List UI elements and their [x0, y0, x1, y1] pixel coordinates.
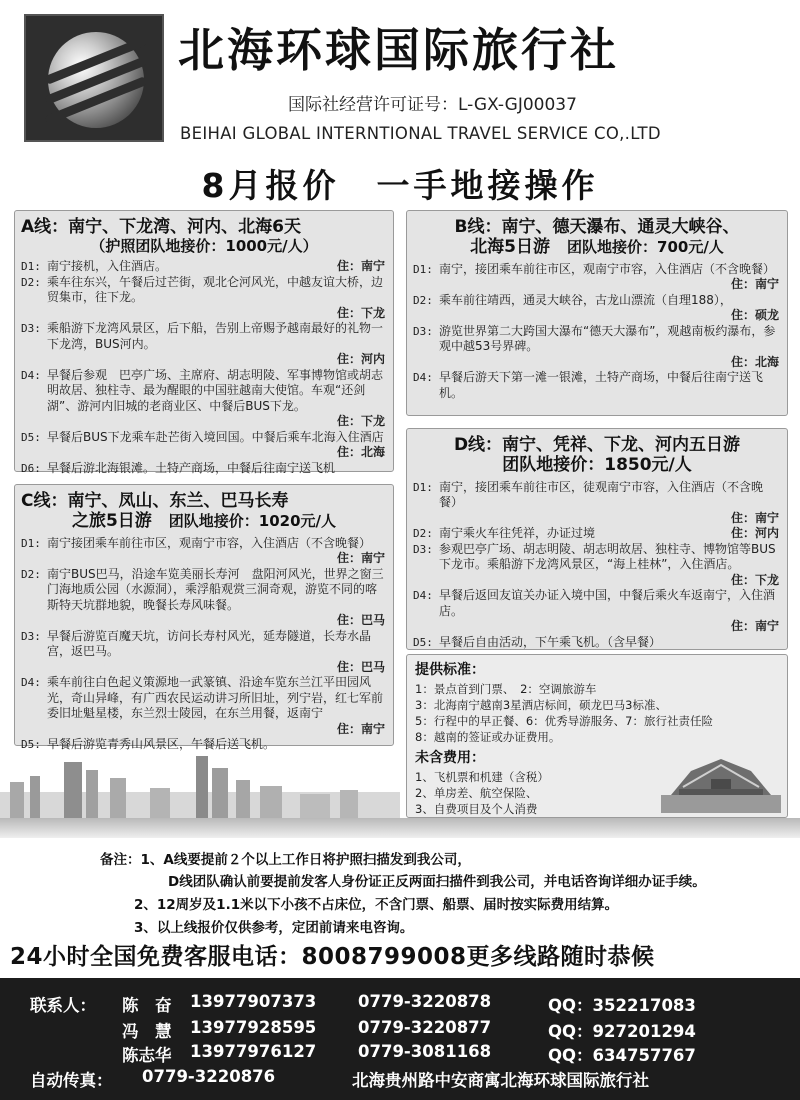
- route-c-title-2: 之旅5日游: [71, 511, 152, 532]
- route-c-price: 团队地接价：1020元/人: [168, 512, 337, 531]
- route-a-price: （护照团队地接价：1000元/人）: [90, 237, 318, 256]
- route-a-day: D5: 早餐后BUS下龙乘车赴芒街入境回国。中餐后乘车北海入住酒店 住：北海: [21, 429, 385, 460]
- route-a-day: D4: 早餐后参观 巴亭广场、主席府、胡志明陵、军事博物馆或胡志明故居、独柱寺、最为醒眼的中国驻越南大使馆。车观“还剑湖”、游河内旧城的老商业区、中餐后BUS下龙。 住：下龙: [21, 367, 385, 429]
- route-b-day: D4: 早餐后游天下第一滩一银滩，土特产商场，中餐后往南宁送飞机。: [413, 370, 764, 400]
- route-c-day: D5: 早餐后游览青秀山风景区，午餐后送飞机。: [21, 737, 276, 752]
- route-box-a: [14, 210, 394, 475]
- route-b-day: D2: 乘车前往靖西，通灵大峡谷，古龙山漂流（自理188）， 住：硕龙: [413, 292, 779, 323]
- contact-footer: [0, 978, 800, 1100]
- provide-item: 8：越南的签证或办证费用。: [415, 730, 561, 744]
- company-title: 北海环球国际旅行社: [178, 23, 619, 77]
- provide-item: 1：景点首到门票、 2：空调旅游车: [415, 682, 597, 696]
- route-d-title: D线：南宁、凭祥、下龙、河内五日游: [453, 435, 741, 455]
- route-d-day: D3: 参观巴亭广场、胡志明陵、胡志明故居、独柱寺、博物馆等BUS下龙市。乘船游下龙湾风景区，“海上桂林”，入住酒店。 住：下龙: [413, 541, 779, 587]
- route-c-day: D2: 南宁BUS巴马，沿途车览美丽长寿河 盘阳河风光，世界之窗三门海地质公园（水源洞），乘浮船观赏三洞奇观，游览不同的喀斯特天坑群地貌，晚餐长寿风味餐。 住：巴马: [21, 566, 385, 628]
- note-1: 备注：1、A线要提前２个以上工作日将护照扫描发到我公司，: [100, 852, 471, 868]
- contact-qq: QQ：352217083: [548, 996, 696, 1015]
- contact-mobile: 13977928595: [190, 1018, 317, 1037]
- provide-item: 3：北海南宁越南3星酒店标间，硕龙巴马3标准、: [415, 698, 667, 712]
- note-3: 3、以上线报价仅供参考，定团前请来电咨询。: [134, 920, 414, 936]
- route-b-title: B线：南宁、德天瀑布、通灵大峡谷、: [454, 217, 740, 237]
- note-2: 2、12周岁及1.1米以下小孩不占床位，不含门票、船票、届时按实际费用结算。: [134, 897, 619, 913]
- route-b-day: D3: 游览世界第二大跨国大瀑布“德天大瀑布”，观越南板约瀑布，参观中越53号界碑。 住：北海: [413, 323, 779, 369]
- contact-tel: 0779-3220877: [358, 1018, 492, 1037]
- route-box-d: [406, 428, 788, 650]
- route-d-day: D4: 早餐后返回友谊关办证入境中国，中餐后乘火车返南宁，入住酒店。 住：南宁: [413, 588, 779, 634]
- route-a-day: D3: 乘船游下龙湾风景区，后下船，告别上帝赐予越南最好的礼物一下龙湾，BUS河内。 住：河内: [21, 321, 385, 367]
- route-b-price: 团队地接价：700元/人: [567, 238, 724, 257]
- contact-name: 冯 慧: [122, 1022, 172, 1041]
- route-c-day: D3: 早餐后游览百魔天坑，访问长寿村风光，延寿隧道，长寿水晶宫，返巴马。 住：巴马: [21, 628, 385, 674]
- route-c-day: D1: 南宁接团乘车前往市区，观南宁市容，入住酒店（不含晚餐） 住：南宁: [21, 535, 385, 566]
- excluded-heading: 未含费用：: [415, 750, 485, 766]
- route-c-day: D4: 乘车前往白色起义策源地一武篆镇、沿途车览东兰江平田园风光，奇山异峰，有广西农民运动讲习所旧址，列宁岩，红七军前委旧址魁星楼，东兰烈士陵园，在东兰用餐，返南宁 住：南宁: [21, 675, 385, 736]
- route-d-price: 团队地接价：1850元/人: [502, 455, 692, 476]
- excluded-item: 2、单房差、航空保险、: [415, 786, 538, 800]
- route-box-b: [406, 210, 788, 416]
- contact-mobile: 13977976127: [190, 1042, 317, 1061]
- contact-tel: 0779-3081168: [358, 1042, 492, 1061]
- route-d-day: D2: 南宁乘火车往凭祥，办证过境 住：河内: [413, 526, 779, 541]
- hotline-banner: 24小时全国免费客服电话：8008799008更多线路随时恭候: [10, 944, 655, 970]
- company-logo: [24, 14, 164, 142]
- water-reflection: [0, 818, 800, 838]
- contact-name: 陈 奋: [122, 996, 172, 1015]
- route-box-c: [14, 484, 394, 752]
- company-address: 北海贵州路中安商寓北海环球国际旅行社: [352, 1071, 649, 1090]
- note-1b: D线团队确认前要提前发客人身份证正反两面扫描件到我公司，并电话咨询详细办证手续。: [168, 874, 706, 890]
- contact-tel: 0779-3220878: [358, 992, 492, 1011]
- contact-qq: QQ：927201294: [548, 1022, 696, 1041]
- contact-name: 陈志华: [122, 1046, 172, 1065]
- route-d-itinerary: [413, 480, 781, 651]
- excluded-item: 1、飞机票和机建（含税）: [415, 770, 549, 784]
- city-skyline-image: [0, 752, 400, 822]
- route-c-title: C线：南宁、凤山、东兰、巴马长寿: [21, 491, 289, 511]
- route-d-day: D1: 南宁，接团乘车前往市区，徒观南宁市容，入住酒店（不含晚餐） 住：南宁: [413, 479, 779, 525]
- route-a-day: D2: 乘车往东兴，午餐后过芒街，观北仑河风光，中越友谊大桥，边贸集市，往下龙。 住：下龙: [21, 274, 385, 320]
- license-number: 国际社经营许可证号：L-GX-GJ00037: [288, 95, 577, 115]
- contact-label: 联系人：: [30, 996, 96, 1015]
- route-a-title: A线：南宁、下龙湾、河内、北海6天: [21, 217, 301, 237]
- route-b-title-2: 北海5日游: [470, 237, 551, 258]
- service-standards-box: [406, 654, 788, 818]
- fax-number: 0779-3220876: [142, 1067, 276, 1086]
- convention-hall-image: [661, 743, 781, 813]
- route-c-itinerary: [21, 536, 387, 753]
- excluded-item: 3、自费项目及个人消费: [415, 802, 538, 816]
- provide-heading: 提供标准：: [415, 662, 485, 678]
- route-b-day: D1: 南宁，接团乘车前往市区，观南宁市容，入住酒店（不含晚餐） 住：南宁: [413, 261, 779, 292]
- route-d-day: D5: 早餐后自由活动，下午乘飞机。（含早餐）: [413, 634, 662, 649]
- provide-item: 5：行程中的早正餐、6：优秀导游服务、7：旅行社责任险: [415, 714, 713, 728]
- globe-icon: [48, 32, 144, 128]
- fax-label: 自动传真：: [30, 1071, 113, 1090]
- route-b-itinerary: [413, 262, 781, 402]
- route-a-itinerary: [21, 259, 387, 476]
- route-a-day: D1: 南宁接机，入住酒店。 住：南宁: [21, 259, 385, 274]
- contact-mobile: 13977907373: [190, 992, 317, 1011]
- english-company-name: BEIHAI GLOBAL INTERNTIONAL TRAVEL SERVICE CO,.LTD: [180, 124, 661, 143]
- headline: 8月报价 一手地接操作: [201, 166, 599, 205]
- contact-qq: QQ：634757767: [548, 1046, 696, 1065]
- route-a-day: D6: 早餐后游北海银滩。土特产商场，中餐后往南宁送飞机: [21, 460, 336, 475]
